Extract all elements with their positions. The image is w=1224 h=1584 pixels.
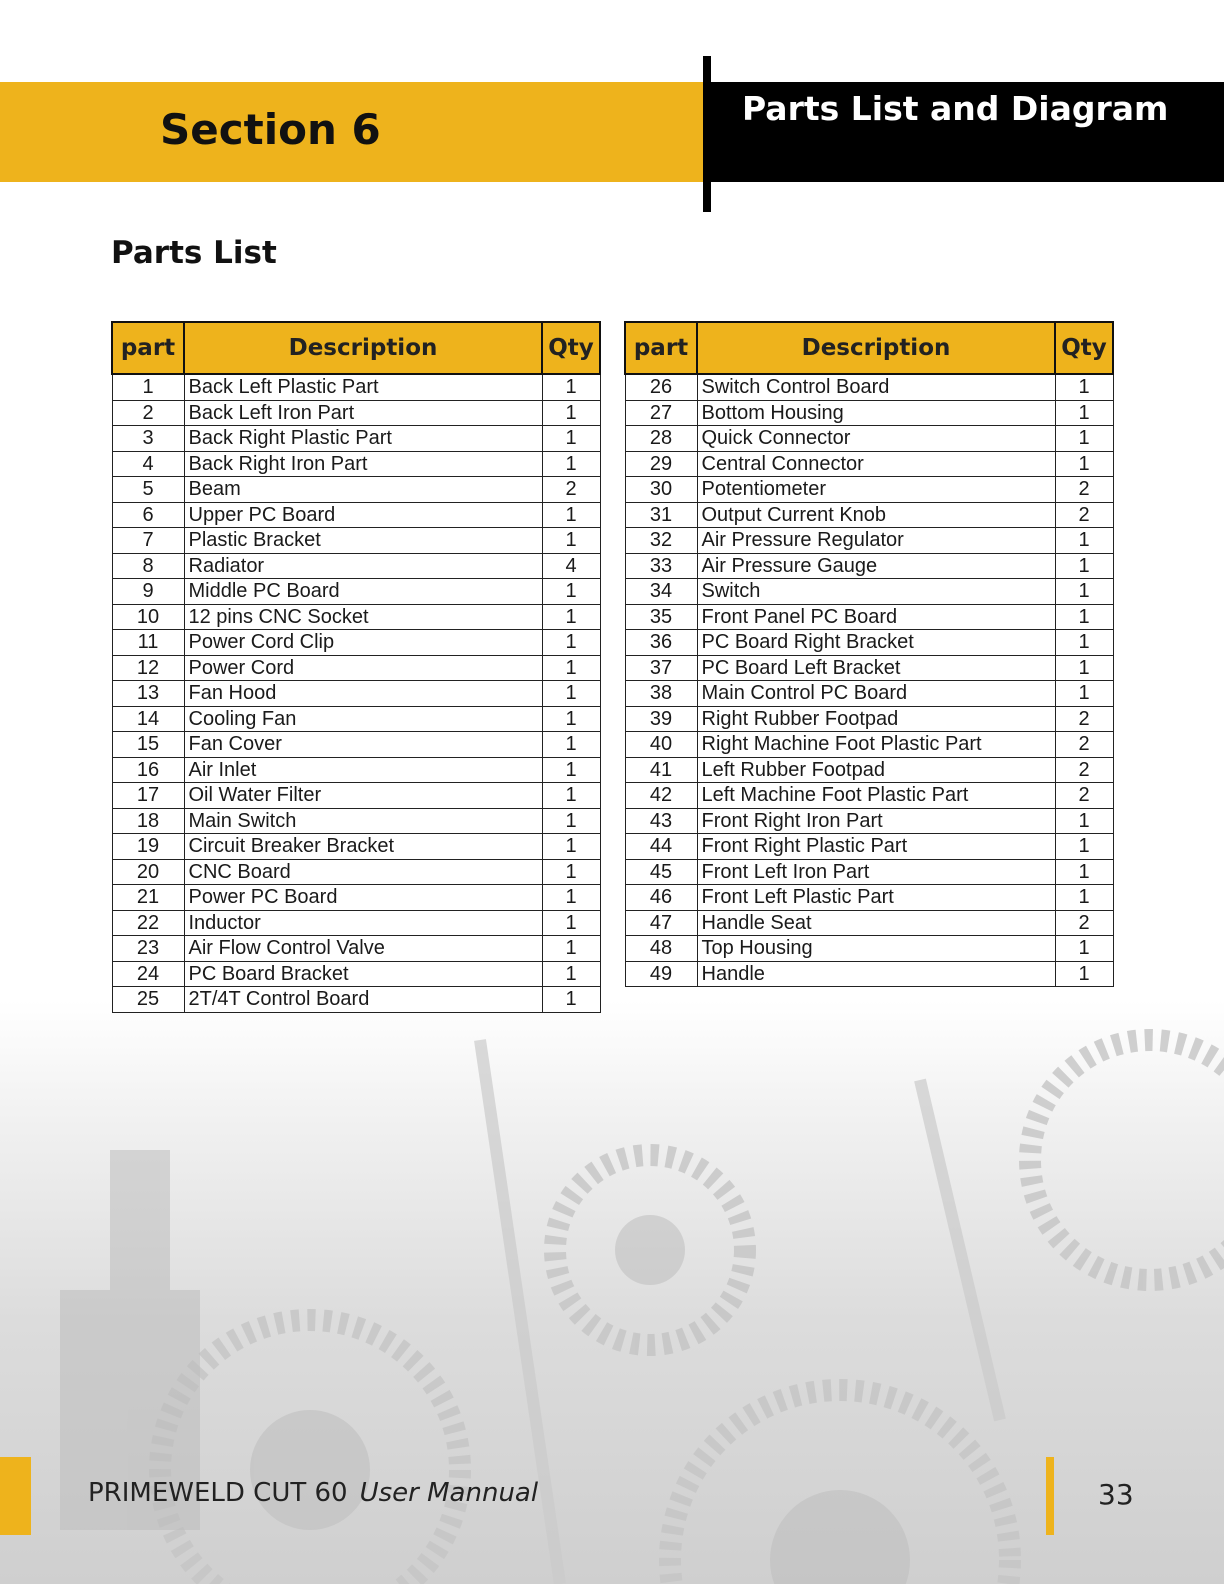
part-number-cell: 14 bbox=[112, 706, 184, 732]
part-description-cell: Main Switch bbox=[184, 808, 542, 834]
banner-divider bbox=[703, 56, 711, 212]
part-number-cell: 18 bbox=[112, 808, 184, 834]
table-row bbox=[112, 655, 600, 681]
table-row bbox=[625, 630, 1113, 656]
table-row bbox=[625, 885, 1113, 911]
part-number-cell: 7 bbox=[112, 528, 184, 554]
part-number-cell: 32 bbox=[625, 528, 697, 554]
part-number-cell: 30 bbox=[625, 477, 697, 503]
table-row bbox=[625, 936, 1113, 962]
table-row bbox=[625, 451, 1113, 477]
table-row bbox=[625, 757, 1113, 783]
part-number-cell: 1 bbox=[112, 374, 184, 400]
footer-title bbox=[88, 1478, 538, 1508]
table-row bbox=[112, 910, 600, 936]
part-qty-cell: 2 bbox=[1055, 502, 1113, 528]
part-description-cell: Switch bbox=[697, 579, 1055, 605]
part-description-cell: Potentiometer bbox=[697, 477, 1055, 503]
part-qty-cell: 1 bbox=[542, 426, 600, 452]
part-qty-cell: 1 bbox=[542, 859, 600, 885]
part-qty-cell: 2 bbox=[1055, 783, 1113, 809]
footer-product: PRIMEWELD CUT 60 bbox=[88, 1478, 348, 1508]
part-description-cell: Inductor bbox=[184, 910, 542, 936]
part-description-cell: CNC Board bbox=[184, 859, 542, 885]
part-description-cell: Right Machine Foot Plastic Part bbox=[697, 732, 1055, 758]
part-qty-cell: 1 bbox=[542, 910, 600, 936]
part-number-cell: 34 bbox=[625, 579, 697, 605]
part-number-cell: 10 bbox=[112, 604, 184, 630]
part-qty-cell: 1 bbox=[542, 885, 600, 911]
table-row bbox=[625, 732, 1113, 758]
part-number-cell: 33 bbox=[625, 553, 697, 579]
table-row bbox=[625, 706, 1113, 732]
page-subtitle: Parts List bbox=[111, 235, 277, 271]
part-qty-cell: 2 bbox=[1055, 477, 1113, 503]
part-number-cell: 2 bbox=[112, 400, 184, 426]
part-qty-cell: 1 bbox=[1055, 426, 1113, 452]
part-qty-cell: 1 bbox=[1055, 630, 1113, 656]
footer-accent-bar bbox=[0, 1457, 31, 1535]
part-description-cell: 2T/4T Control Board bbox=[184, 987, 542, 1013]
part-number-cell: 20 bbox=[112, 859, 184, 885]
table-row bbox=[112, 579, 600, 605]
part-number-cell: 15 bbox=[112, 732, 184, 758]
part-description-cell: Air Inlet bbox=[184, 757, 542, 783]
part-qty-cell: 1 bbox=[542, 604, 600, 630]
part-number-cell: 21 bbox=[112, 885, 184, 911]
table-row bbox=[112, 477, 600, 503]
part-qty-cell: 1 bbox=[542, 732, 600, 758]
part-description-cell: Front Right Iron Part bbox=[697, 808, 1055, 834]
part-number-cell: 3 bbox=[112, 426, 184, 452]
part-description-cell: Front Left Iron Part bbox=[697, 859, 1055, 885]
part-qty-cell: 1 bbox=[1055, 655, 1113, 681]
column-header-description: Description bbox=[184, 322, 542, 374]
table-row bbox=[625, 426, 1113, 452]
table-row bbox=[625, 477, 1113, 503]
part-description-cell: Back Right Plastic Part bbox=[184, 426, 542, 452]
part-description-cell: Air Flow Control Valve bbox=[184, 936, 542, 962]
part-description-cell: PC Board Left Bracket bbox=[697, 655, 1055, 681]
part-qty-cell: 1 bbox=[542, 655, 600, 681]
table-row bbox=[625, 655, 1113, 681]
part-description-cell: Output Current Knob bbox=[697, 502, 1055, 528]
part-number-cell: 45 bbox=[625, 859, 697, 885]
part-description-cell: Front Right Plastic Part bbox=[697, 834, 1055, 860]
parts-table-left-body bbox=[112, 374, 600, 1012]
part-description-cell: Oil Water Filter bbox=[184, 783, 542, 809]
part-qty-cell: 1 bbox=[1055, 885, 1113, 911]
part-description-cell: Quick Connector bbox=[697, 426, 1055, 452]
table-row bbox=[625, 808, 1113, 834]
part-number-cell: 26 bbox=[625, 374, 697, 400]
table-header-row bbox=[625, 322, 1113, 374]
part-number-cell: 36 bbox=[625, 630, 697, 656]
part-qty-cell: 1 bbox=[542, 834, 600, 860]
table-row bbox=[625, 681, 1113, 707]
table-row bbox=[112, 859, 600, 885]
part-number-cell: 48 bbox=[625, 936, 697, 962]
part-number-cell: 12 bbox=[112, 655, 184, 681]
part-qty-cell: 1 bbox=[1055, 374, 1113, 400]
part-number-cell: 49 bbox=[625, 961, 697, 987]
part-description-cell: Power Cord Clip bbox=[184, 630, 542, 656]
part-number-cell: 25 bbox=[112, 987, 184, 1013]
table-row bbox=[625, 910, 1113, 936]
part-qty-cell: 1 bbox=[542, 757, 600, 783]
part-number-cell: 29 bbox=[625, 451, 697, 477]
table-row bbox=[625, 604, 1113, 630]
part-qty-cell: 2 bbox=[1055, 732, 1113, 758]
part-number-cell: 35 bbox=[625, 604, 697, 630]
part-number-cell: 38 bbox=[625, 681, 697, 707]
table-row bbox=[112, 502, 600, 528]
part-number-cell: 13 bbox=[112, 681, 184, 707]
table-row bbox=[625, 502, 1113, 528]
part-qty-cell: 1 bbox=[542, 374, 600, 400]
section-label: Section 6 bbox=[160, 105, 381, 154]
part-qty-cell: 1 bbox=[1055, 400, 1113, 426]
table-row bbox=[112, 681, 600, 707]
part-description-cell: Handle bbox=[697, 961, 1055, 987]
part-qty-cell: 1 bbox=[542, 502, 600, 528]
table-row bbox=[112, 553, 600, 579]
part-description-cell: Upper PC Board bbox=[184, 502, 542, 528]
part-qty-cell: 1 bbox=[542, 783, 600, 809]
part-description-cell: Fan Cover bbox=[184, 732, 542, 758]
part-qty-cell: 2 bbox=[1055, 706, 1113, 732]
part-description-cell: Air Pressure Regulator bbox=[697, 528, 1055, 554]
column-header-part: part bbox=[625, 322, 697, 374]
part-qty-cell: 1 bbox=[542, 451, 600, 477]
part-qty-cell: 1 bbox=[542, 808, 600, 834]
part-qty-cell: 1 bbox=[1055, 528, 1113, 554]
part-number-cell: 16 bbox=[112, 757, 184, 783]
table-row bbox=[112, 783, 600, 809]
part-number-cell: 6 bbox=[112, 502, 184, 528]
table-row bbox=[112, 604, 600, 630]
part-qty-cell: 1 bbox=[542, 987, 600, 1013]
table-row bbox=[112, 528, 600, 554]
part-description-cell: Radiator bbox=[184, 553, 542, 579]
part-number-cell: 31 bbox=[625, 502, 697, 528]
part-number-cell: 42 bbox=[625, 783, 697, 809]
part-qty-cell: 2 bbox=[542, 477, 600, 503]
part-description-cell: Handle Seat bbox=[697, 910, 1055, 936]
table-row bbox=[112, 834, 600, 860]
part-description-cell: Switch Control Board bbox=[697, 374, 1055, 400]
part-description-cell: Beam bbox=[184, 477, 542, 503]
page-number-accent-bar bbox=[1046, 1457, 1054, 1535]
table-row bbox=[112, 732, 600, 758]
footer-manual: User Mannual bbox=[359, 1478, 539, 1508]
part-description-cell: Central Connector bbox=[697, 451, 1055, 477]
part-qty-cell: 1 bbox=[542, 400, 600, 426]
table-header-row bbox=[112, 322, 600, 374]
part-qty-cell: 1 bbox=[542, 681, 600, 707]
part-qty-cell: 2 bbox=[1055, 910, 1113, 936]
table-row bbox=[112, 451, 600, 477]
part-description-cell: Right Rubber Footpad bbox=[697, 706, 1055, 732]
table-row bbox=[625, 834, 1113, 860]
table-row bbox=[112, 374, 600, 400]
part-number-cell: 22 bbox=[112, 910, 184, 936]
part-number-cell: 23 bbox=[112, 936, 184, 962]
column-header-part: part bbox=[112, 322, 184, 374]
table-row bbox=[625, 528, 1113, 554]
part-number-cell: 19 bbox=[112, 834, 184, 860]
table-row bbox=[112, 808, 600, 834]
column-header-description: Description bbox=[697, 322, 1055, 374]
part-number-cell: 41 bbox=[625, 757, 697, 783]
table-row bbox=[112, 706, 600, 732]
part-description-cell: Back Right Iron Part bbox=[184, 451, 542, 477]
part-qty-cell: 1 bbox=[542, 936, 600, 962]
part-qty-cell: 1 bbox=[542, 706, 600, 732]
table-row bbox=[625, 961, 1113, 987]
part-qty-cell: 1 bbox=[1055, 834, 1113, 860]
part-number-cell: 8 bbox=[112, 553, 184, 579]
part-qty-cell: 1 bbox=[1055, 681, 1113, 707]
part-description-cell: Bottom Housing bbox=[697, 400, 1055, 426]
part-description-cell: Back Left Iron Part bbox=[184, 400, 542, 426]
part-description-cell: Back Left Plastic Part bbox=[184, 374, 542, 400]
table-row bbox=[625, 400, 1113, 426]
part-description-cell: Cooling Fan bbox=[184, 706, 542, 732]
part-qty-cell: 1 bbox=[542, 961, 600, 987]
part-description-cell: Front Panel PC Board bbox=[697, 604, 1055, 630]
part-description-cell: PC Board Bracket bbox=[184, 961, 542, 987]
part-qty-cell: 1 bbox=[1055, 553, 1113, 579]
part-description-cell: Main Control PC Board bbox=[697, 681, 1055, 707]
part-description-cell: Left Rubber Footpad bbox=[697, 757, 1055, 783]
part-qty-cell: 1 bbox=[1055, 451, 1113, 477]
table-row bbox=[112, 961, 600, 987]
part-number-cell: 39 bbox=[625, 706, 697, 732]
table-row bbox=[112, 426, 600, 452]
part-description-cell: Fan Hood bbox=[184, 681, 542, 707]
table-row bbox=[625, 374, 1113, 400]
part-description-cell: PC Board Right Bracket bbox=[697, 630, 1055, 656]
page-number: 33 bbox=[1098, 1478, 1134, 1511]
chapter-title: Parts List and Diagram bbox=[742, 89, 1169, 128]
part-number-cell: 43 bbox=[625, 808, 697, 834]
part-qty-cell: 1 bbox=[1055, 936, 1113, 962]
part-description-cell: Front Left Plastic Part bbox=[697, 885, 1055, 911]
part-qty-cell: 1 bbox=[542, 630, 600, 656]
part-number-cell: 37 bbox=[625, 655, 697, 681]
table-row bbox=[625, 553, 1113, 579]
table-row bbox=[625, 859, 1113, 885]
table-row bbox=[112, 630, 600, 656]
part-qty-cell: 1 bbox=[1055, 579, 1113, 605]
part-number-cell: 11 bbox=[112, 630, 184, 656]
part-description-cell: Top Housing bbox=[697, 936, 1055, 962]
part-number-cell: 17 bbox=[112, 783, 184, 809]
part-number-cell: 28 bbox=[625, 426, 697, 452]
part-description-cell: Air Pressure Gauge bbox=[697, 553, 1055, 579]
part-description-cell: 12 pins CNC Socket bbox=[184, 604, 542, 630]
part-description-cell: Power Cord bbox=[184, 655, 542, 681]
table-row bbox=[625, 783, 1113, 809]
part-qty-cell: 1 bbox=[1055, 604, 1113, 630]
part-number-cell: 47 bbox=[625, 910, 697, 936]
table-row bbox=[112, 400, 600, 426]
table-row bbox=[112, 885, 600, 911]
part-qty-cell: 2 bbox=[1055, 757, 1113, 783]
part-qty-cell: 1 bbox=[542, 528, 600, 554]
part-number-cell: 44 bbox=[625, 834, 697, 860]
part-number-cell: 24 bbox=[112, 961, 184, 987]
parts-table-right bbox=[624, 321, 1114, 987]
table-row bbox=[625, 579, 1113, 605]
parts-table-left bbox=[111, 321, 601, 1013]
part-qty-cell: 1 bbox=[1055, 808, 1113, 834]
part-number-cell: 46 bbox=[625, 885, 697, 911]
column-header-qty: Qty bbox=[1055, 322, 1113, 374]
part-qty-cell: 4 bbox=[542, 553, 600, 579]
part-description-cell: Power PC Board bbox=[184, 885, 542, 911]
part-number-cell: 5 bbox=[112, 477, 184, 503]
part-number-cell: 4 bbox=[112, 451, 184, 477]
part-description-cell: Circuit Breaker Bracket bbox=[184, 834, 542, 860]
part-number-cell: 40 bbox=[625, 732, 697, 758]
part-description-cell: Middle PC Board bbox=[184, 579, 542, 605]
table-row bbox=[112, 987, 600, 1013]
part-description-cell: Left Machine Foot Plastic Part bbox=[697, 783, 1055, 809]
parts-table-right-body bbox=[625, 374, 1113, 987]
table-row bbox=[112, 757, 600, 783]
part-qty-cell: 1 bbox=[1055, 961, 1113, 987]
column-header-qty: Qty bbox=[542, 322, 600, 374]
part-qty-cell: 1 bbox=[1055, 859, 1113, 885]
table-row bbox=[112, 936, 600, 962]
part-number-cell: 9 bbox=[112, 579, 184, 605]
part-description-cell: Plastic Bracket bbox=[184, 528, 542, 554]
part-qty-cell: 1 bbox=[542, 579, 600, 605]
part-number-cell: 27 bbox=[625, 400, 697, 426]
